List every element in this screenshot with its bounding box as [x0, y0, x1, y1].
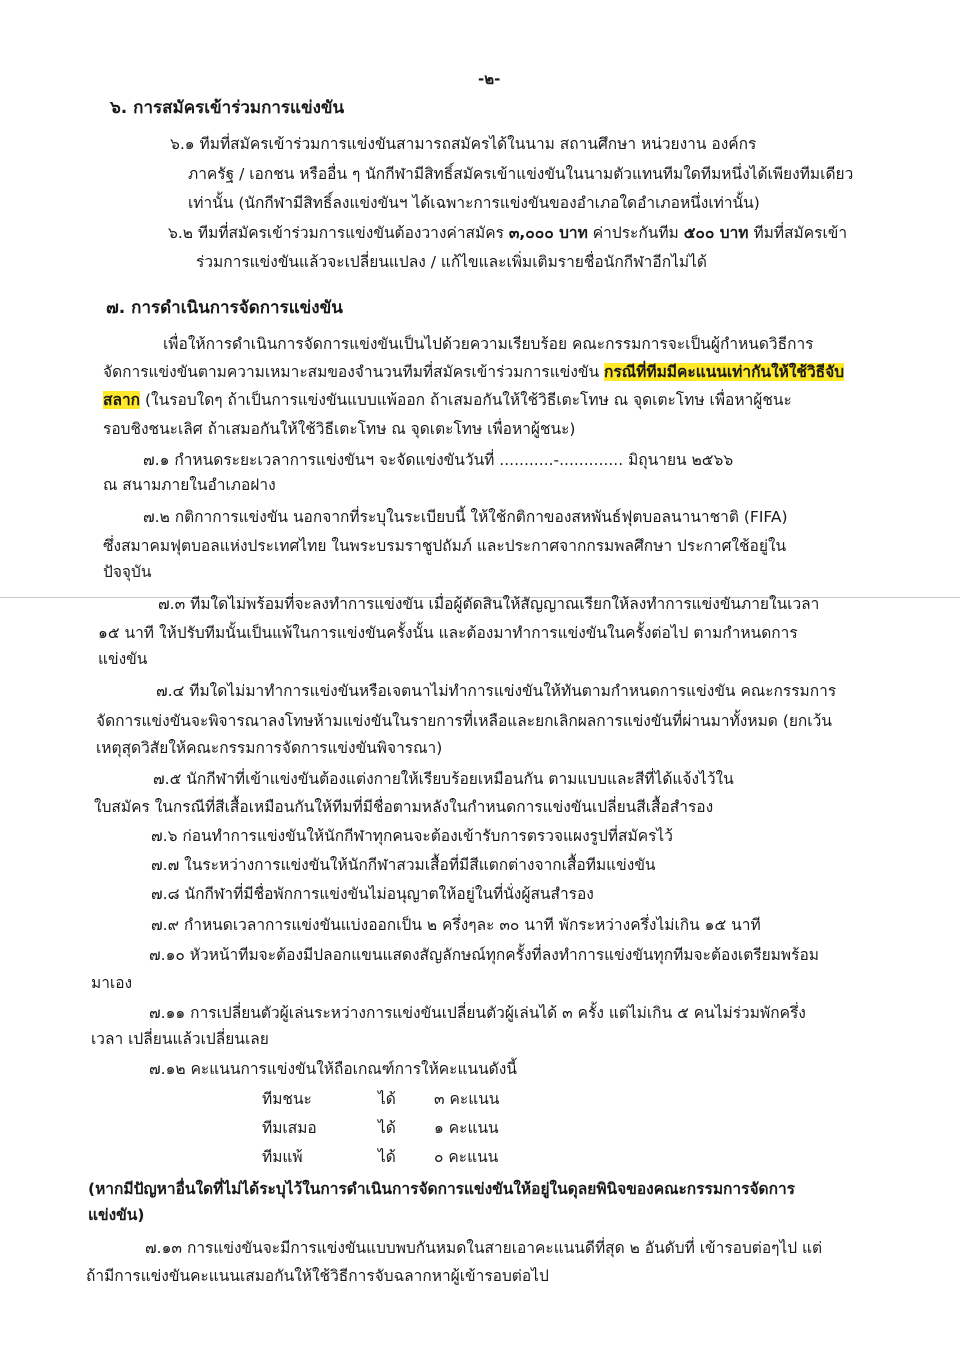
points-row-loss: [262, 1146, 498, 1168]
rule-7-1-line1: ๗.๑ กำหนดระยะเวลาการแข่งขันฯ จะจัดแข่งขันวันที่ ...........-............. มิถุนายน ๒๕๖๖: [143, 451, 734, 469]
rule-7-11-line2: เวลา เปลี่ยนแล้วเปลี่ยนเลย: [91, 1030, 269, 1048]
s6-p2-text-e: ทีมที่สมัครเข้า: [748, 224, 848, 242]
s6-p2-text-a: ๖.๒ ทีมที่สมัครเข้าร่วมการแข่งขันต้องวางค่าสมัคร: [168, 224, 509, 242]
rule-7-4-line1: ๗.๔ ทีมใดไม่มาทำการแข่งขันหรือเจตนาไม่ทำการแข่งขันให้ทันตามกำหนดการแข่งขัน คณะกรรมการ: [156, 682, 837, 700]
rule-7-8: ๗.๘ นักกีฬาที่มีชื่อพักการแข่งขันไม่อนุญาตให้อยู่ในที่นั่งผู้สนสำรอง: [151, 885, 594, 903]
s6-p1-line3: เท่านั้น (นักกีฬามีสิทธิ์ลงแข่งขันฯ ได้เฉพาะการแข่งขันของอำเภอใดอำเภอหนึ่งเท่านั้น): [188, 194, 760, 212]
rule-7-13-line1: ๗.๑๓ การแข่งขันจะมีการแข่งขันแบบพบกันหมดในสายเอาคะแนนดีที่สุด ๒ อันดับที่ เข้ารอบต่อๆไป แต่: [145, 1239, 823, 1257]
note-line1: (หากมีปัญหาอื่นใดที่ไม่ได้ระบุไว้ในการดำเนินการจัดการแข่งขันให้อยู่ในดุลยพินิจของคณะกรรมการจัดการ: [88, 1180, 796, 1198]
points-score: ๐ คะแนน: [434, 1148, 499, 1166]
s7-intro-text: จัดการแข่งขันตามความเหมาะสมของจำนวนทีมที่สมัครเข้าร่วมการแข่งขัน: [103, 363, 605, 381]
rule-7-10-line1: ๗.๑๐ หัวหน้าทีมจะต้องมีปลอกแขนแสดงสัญลักษณ์ทุกครั้งที่ลงทำการแข่งขันทุกทีมจะต้องเตรียมพร้อม: [149, 946, 819, 964]
s6-p2-text-c: ค่าประกันทีม: [587, 224, 684, 242]
rule-7-3-line1: ๗.๓ ทีมใดไม่พร้อมที่จะลงทำการแข่งขัน เมื่อผู้ตัดสินให้สัญญาณเรียกให้ลงทำการแข่งขันภายในเวลา: [158, 595, 820, 613]
points-row-win: [262, 1088, 499, 1110]
rule-7-5-line1: ๗.๕ นักกีฬาที่เข้าแข่งขันต้องแต่งกายให้เรียบร้อยเหมือนกัน ตามแบบและสีที่ได้แจ้งไว้ใน: [153, 770, 734, 788]
s7-intro-line3: [103, 389, 792, 411]
s7-intro-line4: รอบชิงชนะเลิศ ถ้าเสมอกันให้ใช้วิธีเตะโทษ ณ จุดเตะโทษ เพื่อหาผู้ชนะ): [103, 420, 576, 438]
points-get: ได้: [378, 1119, 396, 1137]
rule-7-3-line2: ๑๕ นาที ให้ปรับทีมนั้นเป็นแพ้ในการแข่งขันครั้งนั้น และต้องมาทำการแข่งขันในครั้งต่อไป ตามกำหนดการ: [98, 624, 798, 642]
rule-7-4-line2: จัดการแข่งขันจะพิจารณาลงโทษห้ามแข่งขันในรายการที่เหลือและยกเลิกผลการแข่งขันที่ผ่านมาทั้งหมด (ยกเว้น: [96, 712, 832, 730]
points-get: ได้: [378, 1090, 396, 1108]
s7-highlight-lottery: สลาก: [103, 391, 141, 409]
rule-7-10-line2: มาเอง: [91, 974, 133, 992]
points-score: ๓ คะแนน: [434, 1090, 500, 1108]
points-score: ๑ คะแนน: [434, 1119, 499, 1137]
points-result: ทีมแพ้: [262, 1148, 303, 1166]
rule-7-5-line2: ใบสมัคร ในกรณีที่สีเสื้อเหมือนกันให้ทีมที่มีชื่อตามหลังในกำหนดการแข่งขันเปลี่ยนสีเสื้อสำรอง: [94, 798, 714, 816]
note-line2: แข่งขัน): [88, 1206, 145, 1224]
rule-7-13-line2: ถ้ามีการแข่งขันคะแนนเสมอกันให้ใช้วิธีการจับฉลากหาผู้เข้ารอบต่อไป: [86, 1267, 549, 1285]
points-result: ทีมชนะ: [262, 1090, 312, 1108]
section-7-heading: ๗. การดำเนินการจัดการแข่งขัน: [106, 298, 343, 318]
s6-p1-line2: ภาครัฐ / เอกชน หรืออื่น ๆ นักกีฬามีสิทธิ์สมัครเข้าแข่งขันในนามตัวแทนทีมใดทีมหนึ่งได้เพียงทีมเดียว: [188, 165, 854, 183]
rule-7-7: ๗.๗ ในระหว่างการแข่งขันให้นักกีฬาสวมเสื้อที่มีสีแตกต่างจากเสื้อทีมแข่งขัน: [151, 856, 656, 874]
rule-7-2-line3: ปัจจุบัน: [103, 563, 152, 581]
rule-7-12: ๗.๑๒ คะแนนการแข่งขันให้ถือเกณฑ์การให้คะแนนดังนี้: [149, 1060, 517, 1078]
s7-intro-line2: [103, 361, 844, 383]
s7-highlight-tie-rule: กรณีที่ทีมมีคะแนนเท่ากันให้ใช้วิธีจับ: [604, 363, 845, 381]
rule-7-2-line2: ซึ่งสมาคมฟุตบอลแห่งประเทศไทย ในพระบรมราชูปถัมภ์ และประกาศจากกรมพลศึกษา ประกาศใช้อยู่ใน: [103, 537, 787, 555]
s6-deposit-amount: ๕๐๐ บาท: [683, 224, 749, 242]
rule-7-11-line1: ๗.๑๑ การเปลี่ยนตัวผู้เล่นระหว่างการแข่งขันเปลี่ยนตัวผู้เล่นได้ ๓ ครั้ง แต่ไม่เกิน ๕ คนไม่ร่วมพักครึ่ง: [149, 1004, 806, 1022]
rule-7-2-line1: ๗.๒ กติกาการแข่งขัน นอกจากที่ระบุในระเบียบนี้ ให้ใช้กติกาของสหพันธ์ฟุตบอลนานาชาติ (FIFA): [143, 508, 788, 526]
s6-p1-line1: ๖.๑ ทีมที่สมัครเข้าร่วมการแข่งขันสามารถสมัครได้ในนาม สถานศึกษา หน่วยงาน องค์กร: [170, 135, 757, 153]
s6-p2-line1: [168, 222, 847, 244]
rule-7-1-line2: ณ สนามภายในอำเภอฝาง: [103, 476, 276, 494]
section-6-heading: ๖. การสมัครเข้าร่วมการแข่งขัน: [110, 98, 345, 118]
s6-fee-amount: ๓,๐๐๐ บาท: [508, 224, 588, 242]
rule-7-4-line3: เหตุสุดวิสัยให้คณะกรรมการจัดการแข่งขันพิจารณา): [96, 739, 443, 757]
rule-7-3-line3: แข่งขัน: [98, 650, 148, 668]
s7-intro-line1: เพื่อให้การดำเนินการจัดการแข่งขันเป็นไปด้วยความเรียบร้อย คณะกรรมการจะเป็นผู้กำหนดวิธีการ: [163, 335, 814, 353]
points-result: ทีมเสมอ: [262, 1119, 317, 1137]
s6-p2-line2: ร่วมการแข่งขันแล้วจะเปลี่ยนแปลง / แก้ไขและเพิ่มเติมรายชื่อนักกีฬาอีกไม่ได้: [196, 253, 707, 271]
rule-7-9: ๗.๙ กำหนดเวลาการแข่งขันแบ่งออกเป็น ๒ ครึ่งๆละ ๓๐ นาที พักระหว่างครึ่งไม่เกิน ๑๕ นาที: [151, 916, 761, 934]
s7-intro-text-cont: (ในรอบใดๆ ถ้าเป็นการแข่งขันแบบแพ้ออก ถ้าเสมอกันให้ใช้วิธีเตะโทษ ณ จุดเตะโทษ เพื่อหาผู้ชนะ: [140, 391, 792, 409]
points-get: ได้: [378, 1148, 396, 1166]
page-number: -๒-: [478, 70, 501, 88]
points-row-draw: [262, 1117, 499, 1139]
rule-7-6: ๗.๖ ก่อนทำการแข่งขันให้นักกีฬาทุกคนจะต้องเข้ารับการตรวจแผงรูปที่สมัครไว้: [151, 827, 673, 845]
